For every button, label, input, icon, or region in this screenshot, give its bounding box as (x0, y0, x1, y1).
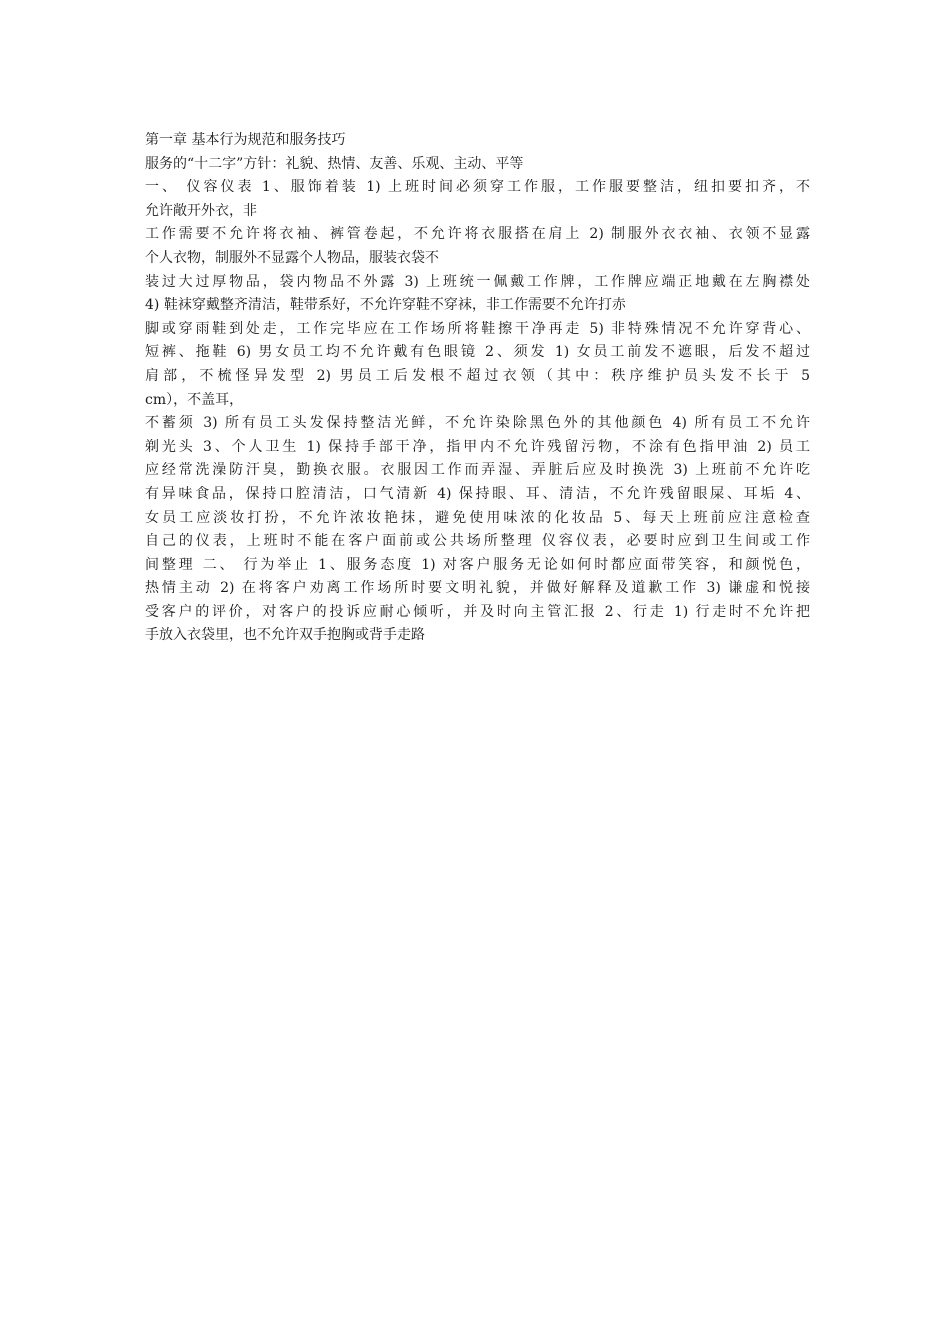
text-line: 女员工应淡妆打扮，不允许浓妆艳抹，避免使用味浓的化妆品 5、每天上班前应注意检查 (145, 509, 810, 526)
text-line: 短裤、拖鞋 6) 男女员工均不允许戴有色眼镜 2、须发 1) 女员工前发不遮眼，后发不超过 (145, 344, 810, 361)
text-line: 热情主动 2) 在将客户劝离工作场所时要文明礼貌，并做好解释及道歉工作 3) 谦虚和悦接 (145, 580, 810, 597)
text-line: 肩部，不梳怪异发型 2) 男员工后发根不超过衣领（其中：秩序维护员头发不长于 5 (145, 367, 810, 384)
text-line: 个人衣物，制服外不显露个人物品，服装衣袋不 (145, 249, 439, 266)
text-line: 应经常洗澡防汗臭，勤换衣服。衣服因工作而弄湿、弄脏后应及时换洗 3) 上班前不允许吃 (145, 462, 810, 479)
text-line: 手放入衣袋里，也不允许双手抱胸或背手走路 (145, 627, 425, 644)
text-line: 自己的仪表，上班时不能在客户面前或公共场所整理 仪容仪表，必要时应到卫生间或工作 (145, 533, 810, 550)
text-line: 剃光头 3、个人卫生 1) 保持手部干净，指甲内不允许残留污物，不涂有色指甲油 2) 员工 (145, 438, 810, 455)
text-line: 脚或穿雨鞋到处走，工作完毕应在工作场所将鞋擦干净再走 5) 非特殊情况不允许穿背心、 (145, 320, 810, 337)
text-line: 装过大过厚物品，袋内物品不外露 3) 上班统一佩戴工作牌，工作牌应端正地戴在左胸襟处 (145, 273, 810, 290)
text-line: 不蓄须 3) 所有员工头发保持整洁光鲜，不允许染除黑色外的其他颜色 4) 所有员工不允许 (145, 415, 810, 432)
text-line: 服务的“十二字”方针：礼貌、热情、友善、乐观、主动、平等 (145, 155, 524, 172)
text-line: 允许敞开外衣，非 (145, 202, 257, 219)
text-line: 间整理 二、 行为举止 1、服务态度 1) 对客户服务无论如何时都应面带笑容，和颜悦色， (145, 556, 810, 573)
text-line: cm），不盖耳， (145, 391, 244, 408)
document-body (145, 129, 810, 648)
text-line: 一、 仪容仪表 1、服饰着装 1) 上班时间必须穿工作服，工作服要整洁，纽扣要扣齐，不 (145, 179, 810, 196)
text-line: 有异味食品，保持口腔清洁，口气清新 4) 保持眼、耳、清洁，不允许残留眼屎、耳垢 4、 (145, 485, 810, 502)
text-line: 工作需要不允许将衣袖、裤管卷起，不允许将衣服搭在肩上 2) 制服外衣衣袖、衣领不显露 (145, 226, 810, 243)
text-line: 4) 鞋袜穿戴整齐清洁，鞋带系好，不允许穿鞋不穿袜，非工作需要不允许打赤 (145, 297, 626, 314)
text-line: 受客户的评价，对客户的投诉应耐心倾听，并及时向主管汇报 2、行走 1) 行走时不允许把 (145, 603, 810, 620)
chapter-title: 第一章 基本行为规范和服务技巧 (145, 132, 346, 148)
